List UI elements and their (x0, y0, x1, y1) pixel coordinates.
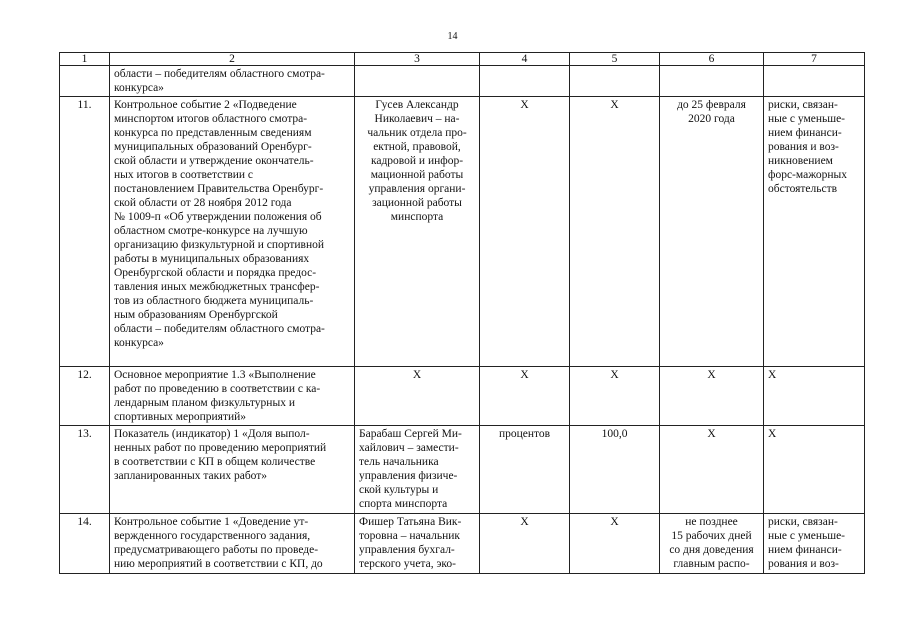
page-number: 14 (447, 31, 458, 42)
row-number: 11. (60, 97, 110, 367)
column-number-1: 1 (60, 53, 110, 66)
unit-of-measure (480, 66, 570, 97)
column-number-7: 7 (764, 53, 865, 66)
target-value: Х (570, 367, 660, 426)
row-number: 12. (60, 367, 110, 426)
deadline: Х (660, 426, 764, 514)
target-value: 100,0 (570, 426, 660, 514)
responsible-person: Гусев Александр Николаевич – на- чальник отдела про- ектной, правовой, кадровой и инфор- мационной работы управления органи- зационной работы минспорта (355, 97, 480, 367)
unit-of-measure: Х (480, 97, 570, 367)
risks: риски, связан- ные с уменьше- нием финанси- рования и воз- никновением форс-мажорных обстоятельств (764, 97, 865, 367)
deadline: до 25 февраля 2020 года (660, 97, 764, 367)
column-number-5: 5 (570, 53, 660, 66)
target-value: Х (570, 514, 660, 574)
column-number-4: 4 (480, 53, 570, 66)
row-number: 13. (60, 426, 110, 514)
responsible-person: Фишер Татьяна Вик- торовна – начальник управления бухгал- терского учета, эко- (355, 514, 480, 574)
responsible-person: Х (355, 367, 480, 426)
plan-table (59, 52, 865, 574)
deadline: не позднее 15 рабочих дней со дня доведения главным распо- (660, 514, 764, 574)
responsible-person: Барабаш Сергей Ми- хайлович – замести- тель начальника управления физиче- ской культуры и спорта минспорта (355, 426, 480, 514)
column-number-row (60, 53, 865, 66)
table-row (60, 66, 865, 97)
unit-of-measure: Х (480, 514, 570, 574)
risks (764, 66, 865, 97)
event-description: Основное мероприятие 1.3 «Выполнение работ по проведению в соответствии с ка- лендарным планом физкультурных и спортивных мероприятий» (110, 367, 355, 426)
deadline: Х (660, 367, 764, 426)
risks: Х (764, 367, 865, 426)
table-row (60, 514, 865, 574)
risks: Х (764, 426, 865, 514)
event-description: Контрольное событие 2 «Подведение минспортом итогов областного смотра- конкурса по представленным сведениям муниципальных образований Оренбург- ской области и утверждение окончатель- ных итогов в соответствии с постановлением Правительства Оренбург- ской области от 28 ноября 2012 года № 1009-п «Об утверждении положения об областном смотре-конкурсе на лучшую организацию физкультурной и спортивной работы в муниципальных образованиях Оренбургской области и порядка предос- тавления иных межбюджетных трансфер- тов из областного бюджета муниципаль- ным образованиям Оренбургской области – победителям областного смотра- конкурса» (110, 97, 355, 367)
row-number: 14. (60, 514, 110, 574)
target-value (570, 66, 660, 97)
event-description: Контрольное событие 1 «Доведение ут- вержденного государственного задания, предусматривающего работы по проведе- нию мероприятий в соответствии с КП, до (110, 514, 355, 574)
table-row (60, 97, 865, 367)
responsible-person (355, 66, 480, 97)
column-number-2: 2 (110, 53, 355, 66)
deadline (660, 66, 764, 97)
risks: риски, связан- ные с уменьше- нием финанси- рования и воз- (764, 514, 865, 574)
column-number-3: 3 (355, 53, 480, 66)
table-row (60, 367, 865, 426)
table-row (60, 426, 865, 514)
unit-of-measure: Х (480, 367, 570, 426)
event-description: области – победителям областного смотра- конкурса» (110, 66, 355, 97)
unit-of-measure: процентов (480, 426, 570, 514)
column-number-6: 6 (660, 53, 764, 66)
row-number (60, 66, 110, 97)
target-value: Х (570, 97, 660, 367)
indicator-description: Показатель (индикатор) 1 «Доля выпол- ненных работ по проведению мероприятий в соответствии с КП в общем количестве запланированных таких работ» (110, 426, 355, 514)
